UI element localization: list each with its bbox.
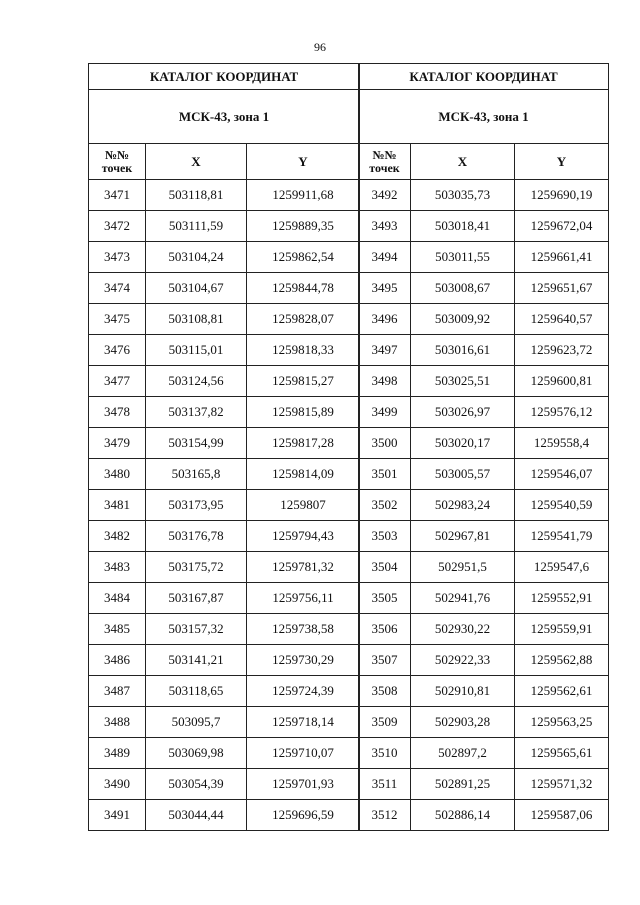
point-number-cell: 3476 — [89, 335, 146, 366]
point-number-cell: 3478 — [89, 397, 146, 428]
table-row — [359, 490, 609, 521]
y-coordinate-cell: 1259540,59 — [515, 490, 609, 521]
table-title: КАТАЛОГ КООРДИНАТ — [359, 64, 609, 90]
point-number-cell: 3505 — [359, 583, 411, 614]
point-number-cell: 3496 — [359, 304, 411, 335]
point-number-cell: 3471 — [89, 180, 146, 211]
page-number: 96 — [314, 40, 326, 54]
x-coordinate-cell: 502983,24 — [411, 490, 515, 521]
point-number-cell: 3490 — [89, 769, 146, 800]
y-coordinate-cell: 1259541,79 — [515, 521, 609, 552]
point-number-cell: 3472 — [89, 211, 146, 242]
x-coordinate-cell: 503124,56 — [146, 366, 247, 397]
x-coordinate-cell: 503020,17 — [411, 428, 515, 459]
x-coordinate-cell: 503118,65 — [146, 676, 247, 707]
table-row — [89, 769, 360, 800]
point-number-cell: 3491 — [89, 800, 146, 831]
table-subtitle: МСК-43, зона 1 — [89, 90, 360, 144]
table-row — [359, 521, 609, 552]
y-coordinate-cell: 1259559,91 — [515, 614, 609, 645]
column-header-point-number: №№ точек — [359, 144, 411, 180]
point-number-cell: 3483 — [89, 552, 146, 583]
column-header-point-number: №№ точек — [89, 144, 146, 180]
x-coordinate-cell: 503026,97 — [411, 397, 515, 428]
y-coordinate-cell: 1259756,11 — [247, 583, 360, 614]
x-coordinate-cell: 503176,78 — [146, 521, 247, 552]
point-number-cell: 3480 — [89, 459, 146, 490]
point-number-cell: 3486 — [89, 645, 146, 676]
y-coordinate-cell: 1259815,27 — [247, 366, 360, 397]
point-number-cell: 3479 — [89, 428, 146, 459]
x-coordinate-cell: 502886,14 — [411, 800, 515, 831]
table-row — [89, 521, 360, 552]
table-row — [89, 397, 360, 428]
y-coordinate-cell: 1259562,88 — [515, 645, 609, 676]
y-coordinate-cell: 1259661,41 — [515, 242, 609, 273]
x-coordinate-cell: 503141,21 — [146, 645, 247, 676]
y-coordinate-cell: 1259794,43 — [247, 521, 360, 552]
y-coordinate-cell: 1259563,25 — [515, 707, 609, 738]
column-header-x: X — [411, 144, 515, 180]
table-row — [359, 242, 609, 273]
y-coordinate-cell: 1259730,29 — [247, 645, 360, 676]
x-coordinate-cell: 503104,24 — [146, 242, 247, 273]
table-row — [359, 273, 609, 304]
x-coordinate-cell: 503016,61 — [411, 335, 515, 366]
point-number-cell: 3499 — [359, 397, 411, 428]
table-title: КАТАЛОГ КООРДИНАТ — [89, 64, 360, 90]
y-coordinate-cell: 1259547,6 — [515, 552, 609, 583]
x-coordinate-cell: 503118,81 — [146, 180, 247, 211]
table-row — [89, 552, 360, 583]
point-number-cell: 3497 — [359, 335, 411, 366]
x-coordinate-cell: 502941,76 — [411, 583, 515, 614]
point-number-cell: 3474 — [89, 273, 146, 304]
x-coordinate-cell: 503157,32 — [146, 614, 247, 645]
table-row — [89, 242, 360, 273]
x-coordinate-cell: 503005,57 — [411, 459, 515, 490]
table-row — [89, 676, 360, 707]
y-coordinate-cell: 1259672,04 — [515, 211, 609, 242]
table-row — [359, 304, 609, 335]
coordinate-catalog-table — [358, 63, 609, 831]
x-coordinate-cell: 503025,51 — [411, 366, 515, 397]
x-coordinate-cell: 503095,7 — [146, 707, 247, 738]
x-coordinate-cell: 503018,41 — [411, 211, 515, 242]
point-number-cell: 3489 — [89, 738, 146, 769]
table-row — [359, 211, 609, 242]
y-coordinate-cell: 1259828,07 — [247, 304, 360, 335]
point-number-cell: 3484 — [89, 583, 146, 614]
y-coordinate-cell: 1259911,68 — [247, 180, 360, 211]
table-row — [89, 366, 360, 397]
table-row — [89, 583, 360, 614]
table-row — [359, 583, 609, 614]
table-row — [89, 180, 360, 211]
point-number-cell: 3512 — [359, 800, 411, 831]
x-coordinate-cell: 502891,25 — [411, 769, 515, 800]
x-coordinate-cell: 503173,95 — [146, 490, 247, 521]
y-coordinate-cell: 1259651,67 — [515, 273, 609, 304]
point-number-cell: 3481 — [89, 490, 146, 521]
table-row — [89, 707, 360, 738]
table-row — [359, 428, 609, 459]
y-coordinate-cell: 1259718,14 — [247, 707, 360, 738]
x-coordinate-cell: 502930,22 — [411, 614, 515, 645]
y-coordinate-cell: 1259623,72 — [515, 335, 609, 366]
point-number-cell: 3488 — [89, 707, 146, 738]
y-coordinate-cell: 1259696,59 — [247, 800, 360, 831]
x-coordinate-cell: 503008,67 — [411, 273, 515, 304]
x-coordinate-cell: 503011,55 — [411, 242, 515, 273]
column-header-y: Y — [247, 144, 360, 180]
point-number-cell: 3500 — [359, 428, 411, 459]
table-row — [359, 738, 609, 769]
y-coordinate-cell: 1259844,78 — [247, 273, 360, 304]
column-header-y: Y — [515, 144, 609, 180]
point-number-cell: 3504 — [359, 552, 411, 583]
y-coordinate-cell: 1259889,35 — [247, 211, 360, 242]
x-coordinate-cell: 502903,28 — [411, 707, 515, 738]
point-number-cell: 3501 — [359, 459, 411, 490]
table-row — [359, 552, 609, 583]
x-coordinate-cell: 503137,82 — [146, 397, 247, 428]
table-row — [359, 769, 609, 800]
x-coordinate-cell: 503009,92 — [411, 304, 515, 335]
point-number-cell: 3503 — [359, 521, 411, 552]
point-number-cell: 3482 — [89, 521, 146, 552]
y-coordinate-cell: 1259814,09 — [247, 459, 360, 490]
x-coordinate-cell: 503154,99 — [146, 428, 247, 459]
x-coordinate-cell: 503175,72 — [146, 552, 247, 583]
table-row — [359, 397, 609, 428]
x-coordinate-cell: 503104,67 — [146, 273, 247, 304]
table-row — [359, 180, 609, 211]
x-coordinate-cell: 503044,44 — [146, 800, 247, 831]
coordinate-catalog-table — [88, 63, 360, 831]
x-coordinate-cell: 503035,73 — [411, 180, 515, 211]
table-row — [89, 738, 360, 769]
y-coordinate-cell: 1259640,57 — [515, 304, 609, 335]
point-number-cell: 3485 — [89, 614, 146, 645]
y-coordinate-cell: 1259710,07 — [247, 738, 360, 769]
table-row — [89, 273, 360, 304]
point-number-cell: 3492 — [359, 180, 411, 211]
x-coordinate-cell: 502951,5 — [411, 552, 515, 583]
y-coordinate-cell: 1259587,06 — [515, 800, 609, 831]
table-row — [359, 676, 609, 707]
point-number-cell: 3507 — [359, 645, 411, 676]
point-number-cell: 3475 — [89, 304, 146, 335]
table-row — [89, 459, 360, 490]
point-number-cell: 3506 — [359, 614, 411, 645]
y-coordinate-cell: 1259546,07 — [515, 459, 609, 490]
x-coordinate-cell: 503111,59 — [146, 211, 247, 242]
x-coordinate-cell: 503069,98 — [146, 738, 247, 769]
y-coordinate-cell: 1259781,32 — [247, 552, 360, 583]
table-row — [359, 614, 609, 645]
point-number-cell: 3487 — [89, 676, 146, 707]
table-row — [89, 800, 360, 831]
x-coordinate-cell: 502910,81 — [411, 676, 515, 707]
y-coordinate-cell: 1259565,61 — [515, 738, 609, 769]
x-coordinate-cell: 503108,81 — [146, 304, 247, 335]
point-number-cell: 3495 — [359, 273, 411, 304]
y-coordinate-cell: 1259562,61 — [515, 676, 609, 707]
table-row — [359, 459, 609, 490]
x-coordinate-cell: 502967,81 — [411, 521, 515, 552]
y-coordinate-cell: 1259724,39 — [247, 676, 360, 707]
x-coordinate-cell: 502897,2 — [411, 738, 515, 769]
table-row — [89, 490, 360, 521]
point-number-cell: 3477 — [89, 366, 146, 397]
y-coordinate-cell: 1259571,32 — [515, 769, 609, 800]
table-row — [89, 614, 360, 645]
table-row — [359, 645, 609, 676]
column-header-x: X — [146, 144, 247, 180]
table-row — [89, 645, 360, 676]
table-row — [89, 304, 360, 335]
x-coordinate-cell: 503054,39 — [146, 769, 247, 800]
y-coordinate-cell: 1259738,58 — [247, 614, 360, 645]
x-coordinate-cell: 502922,33 — [411, 645, 515, 676]
point-number-cell: 3511 — [359, 769, 411, 800]
y-coordinate-cell: 1259817,28 — [247, 428, 360, 459]
point-number-cell: 3473 — [89, 242, 146, 273]
point-number-cell: 3509 — [359, 707, 411, 738]
point-number-cell: 3493 — [359, 211, 411, 242]
point-number-cell: 3508 — [359, 676, 411, 707]
y-coordinate-cell: 1259690,19 — [515, 180, 609, 211]
y-coordinate-cell: 1259701,93 — [247, 769, 360, 800]
point-number-cell: 3494 — [359, 242, 411, 273]
table-row — [359, 707, 609, 738]
y-coordinate-cell: 1259558,4 — [515, 428, 609, 459]
y-coordinate-cell: 1259600,81 — [515, 366, 609, 397]
y-coordinate-cell: 1259815,89 — [247, 397, 360, 428]
x-coordinate-cell: 503167,87 — [146, 583, 247, 614]
y-coordinate-cell: 1259807 — [247, 490, 360, 521]
y-coordinate-cell: 1259818,33 — [247, 335, 360, 366]
table-subtitle: МСК-43, зона 1 — [359, 90, 609, 144]
table-row — [359, 335, 609, 366]
table-row — [359, 366, 609, 397]
y-coordinate-cell: 1259552,91 — [515, 583, 609, 614]
y-coordinate-cell: 1259576,12 — [515, 397, 609, 428]
point-number-cell: 3510 — [359, 738, 411, 769]
point-number-cell: 3498 — [359, 366, 411, 397]
x-coordinate-cell: 503165,8 — [146, 459, 247, 490]
table-row — [359, 800, 609, 831]
y-coordinate-cell: 1259862,54 — [247, 242, 360, 273]
table-row — [89, 335, 360, 366]
point-number-cell: 3502 — [359, 490, 411, 521]
x-coordinate-cell: 503115,01 — [146, 335, 247, 366]
table-row — [89, 211, 360, 242]
table-row — [89, 428, 360, 459]
